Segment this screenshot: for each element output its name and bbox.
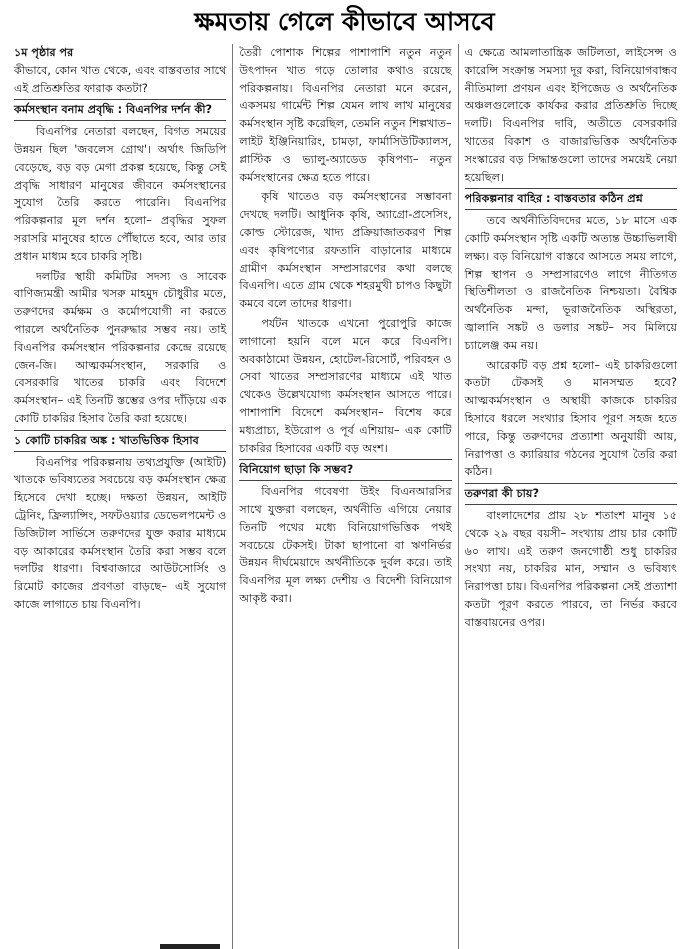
cut-off-text-mark <box>160 943 220 949</box>
newspaper-page <box>0 3 689 949</box>
column-2 <box>232 44 457 949</box>
continuation-label: ১ম পৃষ্ঠার পর <box>14 46 74 59</box>
article-columns <box>8 44 683 949</box>
body-paragraph: বিএনপির পরিকল্পনায় তথ্যপ্রযুক্তি (আইটি) খাতকে ভবিষ্যতের সবচেয়ে বড় কর্মসংস্থান ক্ষেত্র হিসেবে দেখা হচ্ছে। দক্ষতা উন্নয়ন, আইটি ট্রেনিং, ফ্রিল্যান্সিং, সফটওয়্যার ডেভেলপমেন্ট ও ডিজিটাল সার্ভিসে তরুণদের যুক্ত করার মাধ্যমে বড় আকারের কর্মসংস্থান তৈরি করা সম্ভব বলে দলটির ধারণা। বিশ্ববাজারে আউটসোর্সিং ও রিমোট কাজের প্রবণতা বাড়ছে– এই সুযোগ কাজে লাগাতে চায় বিএনপি। <box>14 455 227 611</box>
body-paragraph: বাংলাদেশের প্রায় ২৮ শতাংশ মানুষ ১৫ থেকে ২৯ বছর বয়সী– সংখ্যায় প্রায় চার কোটি ৬০ লাখ। এই তরুণ জনগোষ্ঠী শুধু চাকরির সংখ্যা নয়, চাকরির মান, সম্মান ও ভবিষ্যৎ নিরাপত্তা চায়। বিএনপির পরিকল্পনা সেই প্রত্যাশা কতটা পূরণ করতে পারবে, তা নির্ভর করবে বাস্তবায়নের ওপর। <box>464 508 677 629</box>
body-paragraph: বিএনপির নেতারা বলছেন, বিগত সময়ের উন্নয়ন ছিল 'জবলেস গ্রোথ'। অর্থাৎ জিডিপি বেড়েছে, বড় বড় মেগা প্রকল্প হয়েছে, কিন্তু সেই প্রবৃদ্ধি সাধারণ মানুষের জীবনে কর্মসংস্থানের সুযোগ তৈরি করতে পারেনি। বিএনপির পরিকল্পনার মূল দর্শন হলো– প্রবৃদ্ধির সুফল সরাসরি মানুষের হাতে পৌঁছাতে হবে, আর তার প্রধান মাধ্যম হবে চাকরি সৃষ্টি। <box>14 125 227 263</box>
section-subhead: পরিকল্পনার বাহির : বাস্তবতার কঠিন প্রশ্ন <box>465 188 677 210</box>
body-paragraph: কীভাবে, কোন খাত থেকে, এবং বাস্তবতার সাথে এই প্রতিশ্রুতির ফারাক কতটা? <box>14 63 227 95</box>
body-paragraph: পর্যটন খাতকে এখনো পুরোপুরি কাজে লাগানো হয়নি বলে মনে করে বিএনপি। অবকাঠামো উন্নয়ন, হোটেল-রিসোর্ট, পরিবহন ও সেবা খাতের সম্প্রসারণের মাধ্যমে এই খাত থেকেও উল্লেখযোগ্য কর্মসংস্থান আসতে পারে। পাশাপাশি বিদেশে কর্মসংস্থান– বিশেষ করে মধ্যপ্রাচ্য, ইউরোপ ও পূর্ব এশিয়ায়– এক কোটি চাকরির হিসাবের একটি বড় অংশ। <box>239 316 452 455</box>
body-paragraph: তৈরী পোশাক শিল্পের পাশাপাশি নতুন নতুন উৎপাদন খাত গড়ে তোলার কথাও রয়েছে পরিকল্পনায়। বিএনপির নেতারা মনে করেন, একসময় গার্মেন্ট শিল্প যেমন লাখ লাখ মানুষের কর্মসংস্থান সৃষ্টি করেছিল, তেমনি নতুন শিল্পখাত– লাইট ইঞ্জিনিয়ারিং, চামড়া, ফার্মাসিউটিক্যালস, প্লাস্টিক ও ভ্যালু-অ্যাডেড কৃষিপণ্য– নতুন কর্মসংস্থানের ক্ষেত্র হতে পারে। <box>239 46 452 184</box>
section-subhead: ১ কোটি চাকরির অঙ্ক : খাতভিত্তিক হিসাব <box>14 430 226 452</box>
body-paragraph: আরেকটি বড় প্রশ্ন হলো– এই চাকরিগুলো কতটা টেকসই ও মানসম্মত হবে? আত্মকর্মসংস্থান ও অস্থায়ী কাজকে চাকরির হিসাবে ধরলে সংখ্যার হিসাব পূরণ সহজ হতে পারে, কিন্তু তরুণদের প্রত্যাশা অনুযায়ী আয়, নিরাপত্তা ও ক্যারিয়ার গঠনের সুযোগ তৈরি করা কঠিন। <box>464 358 677 479</box>
section-subhead: কর্মসংস্থান বনাম প্রবৃদ্ধি : বিএনপির দর্শন কী? <box>14 99 226 121</box>
section-subhead: তরুণরা কী চায়? <box>465 483 677 505</box>
body-paragraph: বিএনপির গবেষণা উইং বিএনআরসির সাথে যুক্তরা বলছেন, অর্থনীতি এগিয়ে নেয়ার তিনটি পথের মধ্যে বিনিয়োগভিত্তিক পথই সবচেয়ে টেকসই। টাকা ছাপানো বা ঋণনির্ভর উন্নয়ন দীর্ঘমেয়াদে অর্থনীতিকে দুর্বল করে। তাই বিএনপির মূল লক্ষ্য দেশীয় ও বিদেশী বিনিয়োগ আকৃষ্ট করা। <box>239 485 452 605</box>
column-3 <box>458 44 683 949</box>
body-paragraph: এ ক্ষেত্রে আমলাতান্ত্রিক জটিলতা, লাইসেন্স ও কারেন্সি সংক্রান্ত সমস্যা দূর করা, বিনিয়োগবান্ধব নীতিমালা প্রণয়ন এবং ইপিজেড ও অর্থনৈতিক অঞ্চলগুলোকে কার্যকর করার প্রতিশ্রুতি দিচ্ছে দলটি। বিএনপির দাবি, অতীতে বেসরকারি খাতের বিকাশ ও বাজারভিত্তিক অর্থনৈতিক সংস্কারের বড় সিদ্ধান্তগুলো তাদের সময়েই নেয়া হয়েছিল। <box>464 46 677 184</box>
body-paragraph: দলটির স্থায়ী কমিটির সদস্য ও সাবেক বাণিজ্যমন্ত্রী আমীর খসরু মাহমুদ চৌধুরীর মতে, তরুণদের কর্মক্ষম ও কর্মোপযোগী না করতে পারলে অর্থনৈতিক পুনরুদ্ধার সম্ভব নয়। তাই বিএনপির কর্মসংস্থান পরিকল্পনার কেন্দ্রে রয়েছে জেন-জি। আত্মকর্মসংস্থান, সরকারি ও বেসরকারি খাতের চাকরি এবং বিদেশে কর্মসংস্থান– এই তিনটি স্তম্ভের ওপর দাঁড়িয়ে এক কোটি চাকরির হিসাব তৈরি করা হয়েছে। <box>14 269 227 425</box>
body-paragraph: তবে অর্থনীতিবিদদের মতে, ১৮ মাসে এক কোটি কর্মসংস্থান সৃষ্টি একটি অত্যন্ত উচ্চাভিলাষী লক্ষ্য। বড় বিনিয়োগ বাস্তবে আসতে সময় লাগে, শিল্প স্থাপন ও সম্প্রসারণেও লাগে নীতিগত স্থিতিশীলতা ও রাজনৈতিক নিশ্চয়তা। বৈশ্বিক অর্থনৈতিক মন্দা, ভূরাজনৈতিক অস্থিরতা, জ্বালানি সঙ্কট ও ডলার সঙ্কট– সব মিলিয়ে চ্যালেঞ্জ কম নয়। <box>464 214 677 352</box>
section-subhead: বিনিয়োগ ছাড়া কি সম্ভব? <box>239 459 451 481</box>
body-paragraph: কৃষি খাতেও বড় কর্মসংস্থানের সম্ভাবনা দেখছে দলটি। আধুনিক কৃষি, অ্যাগ্রো-প্রসেসিং, কোল্ড স্টোরেজ, খাদ্য প্রক্রিয়াজাতকরণ শিল্প এবং কৃষিপণ্যের রফতানি বাড়ানোর মাধ্যমে গ্রামীণ কর্মসংস্থান সম্প্রসারণের কথা বলছে বিএনপি। এতে গ্রাম থেকে শহরমুখী চাপও কিছুটা কমবে বলে তাদের ধারণা। <box>239 190 452 311</box>
article-headline: ক্ষমতায় গেলে কীভাবে আসবে <box>194 7 495 36</box>
column-1 <box>8 44 232 949</box>
